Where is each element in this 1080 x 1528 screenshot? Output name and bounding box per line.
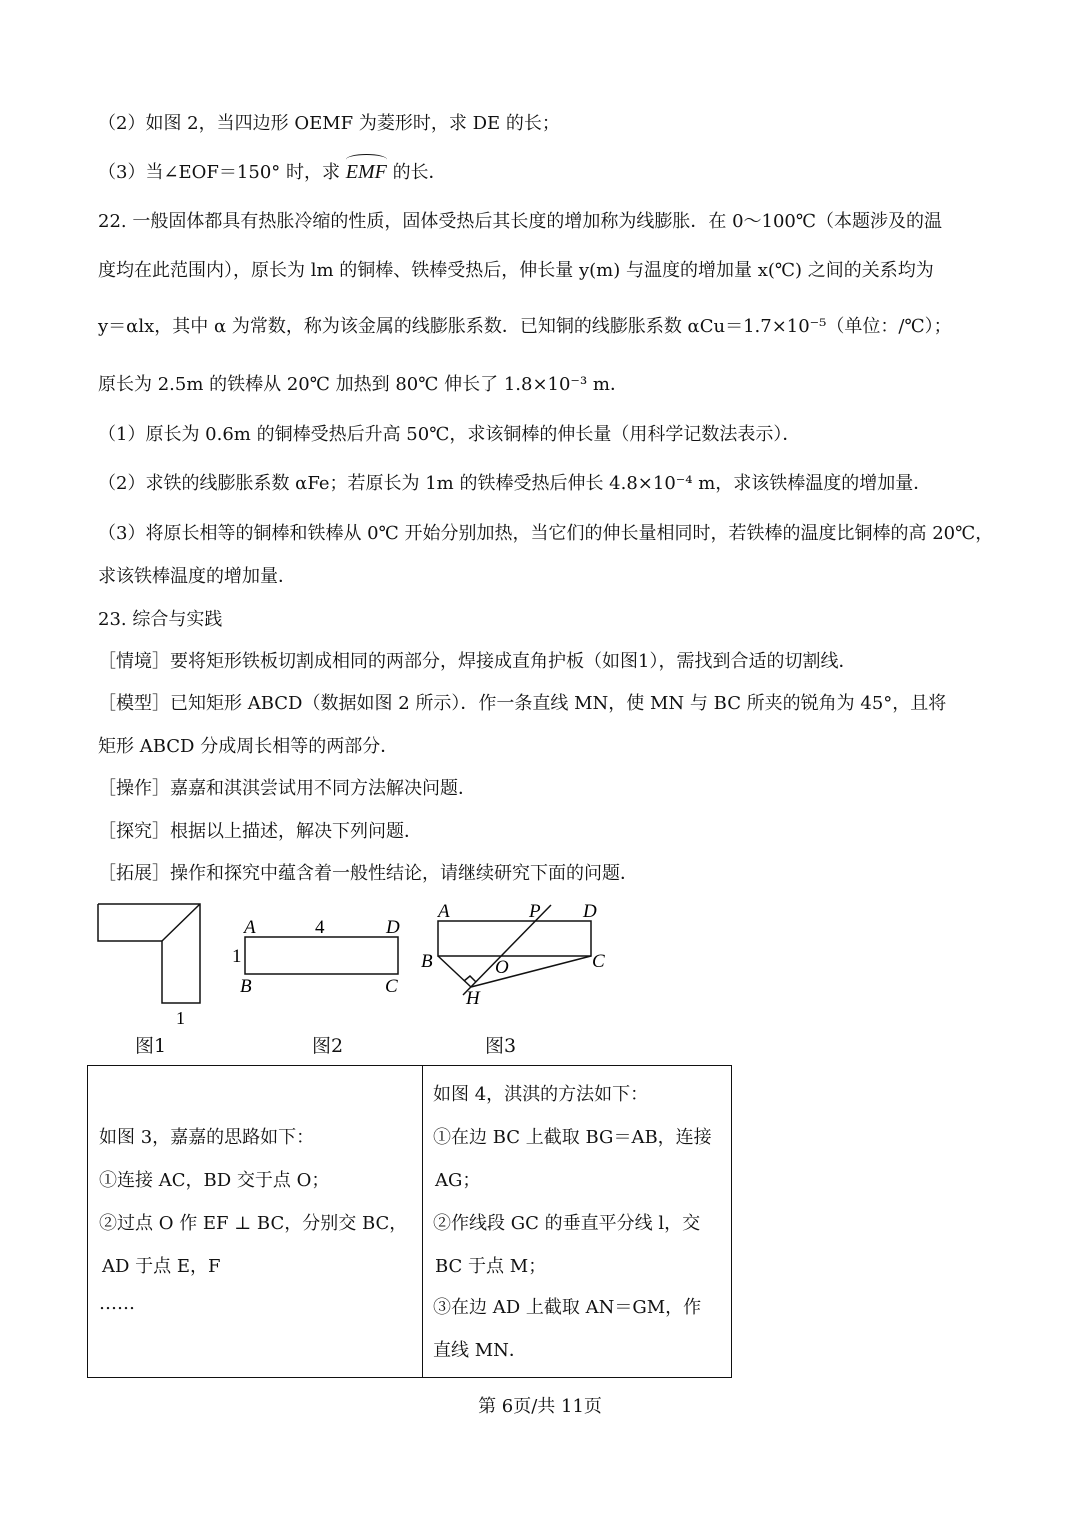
q21-part3-text-a: （3）当∠EOF＝150° 时，求 <box>98 162 340 183</box>
q22-line2: 度均在此范围内），原长为 lm 的铜棒、铁棒受热后，伸长量 y(m) 与温度的增加量 x(℃) 之间的关系均为 <box>98 260 934 281</box>
fig2-label-c: C <box>385 976 398 997</box>
figure-1 <box>98 904 200 1003</box>
fig3-rectangle <box>438 921 591 956</box>
fig3-caption: 图3 <box>485 1035 517 1057</box>
q23-title: 23. 综合与实践 <box>98 609 223 630</box>
arc-emf: EMF <box>345 161 387 183</box>
fig2-caption: 图2 <box>312 1035 344 1057</box>
figure-3 <box>438 905 591 995</box>
right-line-6: ③在边 AD 上截取 AN＝GM，作 <box>433 1297 702 1318</box>
q22-sub2: （2）求铁的线膨胀系数 αFe；若原长为 1m 的铁棒受热后伸长 4.8×10⁻⁴ m，求该铁棒温度的增加量． <box>98 473 932 494</box>
page-footer: 第 6页/共 11页 <box>478 1396 602 1417</box>
q22-sub3-b: 求该铁棒温度的增加量． <box>98 566 296 587</box>
fig1-seam <box>162 904 200 941</box>
q23-model-a: ［模型］已知矩形 ABCD（数据如图 2 所示）．作一条直线 MN，使 MN 与 BC 所夹的锐角为 45°，且将 <box>98 693 947 714</box>
method-cell-jiajia <box>88 1066 423 1378</box>
fig3-line-hc <box>471 956 591 987</box>
methods-table <box>87 1065 732 1378</box>
q22-sub3-a: （3）将原长相等的铜棒和铁棒从 0℃ 开始分别加热，当它们的伸长量相同时，若铁棒的温度比铜棒的高 20℃， <box>98 523 994 544</box>
q23-model-b: 矩形 ABCD 分成周长相等的两部分． <box>98 736 399 757</box>
fig2-label-a: A <box>244 917 256 938</box>
fig2-label-d: D <box>386 917 400 938</box>
fig2-label-b: B <box>240 976 252 997</box>
q22-sub1: （1）原长为 0.6m 的铜棒受热后升高 50℃，求该铜棒的伸长量（用科学记数法表示）． <box>98 424 801 445</box>
method-cell-qiqi <box>423 1066 732 1378</box>
q22-line3: y＝αlx，其中 α 为常数，称为该金属的线膨胀系数．已知铜的线膨胀系数 αCu＝1.7×10⁻⁵（单位：/℃）； <box>98 316 952 337</box>
q22-line4: 原长为 2.5m 的铁棒从 20℃ 加热到 80℃ 伸长了 1.8×10⁻³ m． <box>98 374 628 395</box>
right-line-7: 直线 MN． <box>433 1340 527 1361</box>
fig3-label-h: H <box>466 988 480 1009</box>
right-line-2: ①在边 BC 上截取 BG＝AB，连接 <box>433 1127 712 1148</box>
left-line-2: ①连接 AC，BD 交于点 O； <box>99 1170 330 1191</box>
q22-line1: 22. 一般固体都具有热胀冷缩的性质，固体受热后其长度的增加称为线膨胀．在 0～100℃（本题涉及的温 <box>98 211 943 232</box>
left-line-5: …… <box>99 1293 135 1314</box>
fig3-label-c: C <box>592 951 605 972</box>
fig3-label-b: B <box>421 951 433 972</box>
fig3-label-a: A <box>438 901 450 922</box>
fig3-label-d: D <box>583 901 597 922</box>
fig2-label-side-length: 1 <box>232 946 242 967</box>
q23-operate: ［操作］嘉嘉和淇淇尝试用不同方法解决问题． <box>98 778 476 799</box>
left-line-1: 如图 3，嘉嘉的思路如下： <box>99 1127 315 1148</box>
right-line-4: ②作线段 GC 的垂直平分线 l，交 <box>433 1213 701 1234</box>
right-line-5: BC 于点 M； <box>435 1256 547 1277</box>
fig3-line-bh <box>438 956 471 987</box>
q23-explore: ［探究］根据以上描述，解决下列问题． <box>98 821 422 842</box>
right-line-3: AG； <box>435 1170 481 1191</box>
left-line-4: AD 于点 E，F <box>102 1256 221 1277</box>
q23-extend: ［拓展］操作和探究中蕴含着一般性结论，请继续研究下面的问题． <box>98 863 638 884</box>
fig2-label-top-length: 4 <box>315 917 325 938</box>
q23-context: ［情境］要将矩形铁板切割成相同的两部分，焊接成直角护板（如图1），需找到合适的切割线． <box>98 651 857 672</box>
left-line-3: ②过点 O 作 EF ⊥ BC，分别交 BC， <box>99 1213 408 1234</box>
fig1-caption: 图1 <box>135 1035 167 1057</box>
fig3-label-o: O <box>495 957 509 978</box>
q21-part2: （2）如图 2，当四边形 OEMF 为菱形时，求 DE 的长； <box>98 113 560 134</box>
fig1-label-1: 1 <box>176 1008 185 1028</box>
q21-part3-text-b: 的长． <box>392 162 447 183</box>
fig3-label-p: P <box>529 901 541 922</box>
right-line-1: 如图 4，淇淇的方法如下： <box>433 1084 649 1105</box>
fig2-rectangle <box>245 937 398 974</box>
